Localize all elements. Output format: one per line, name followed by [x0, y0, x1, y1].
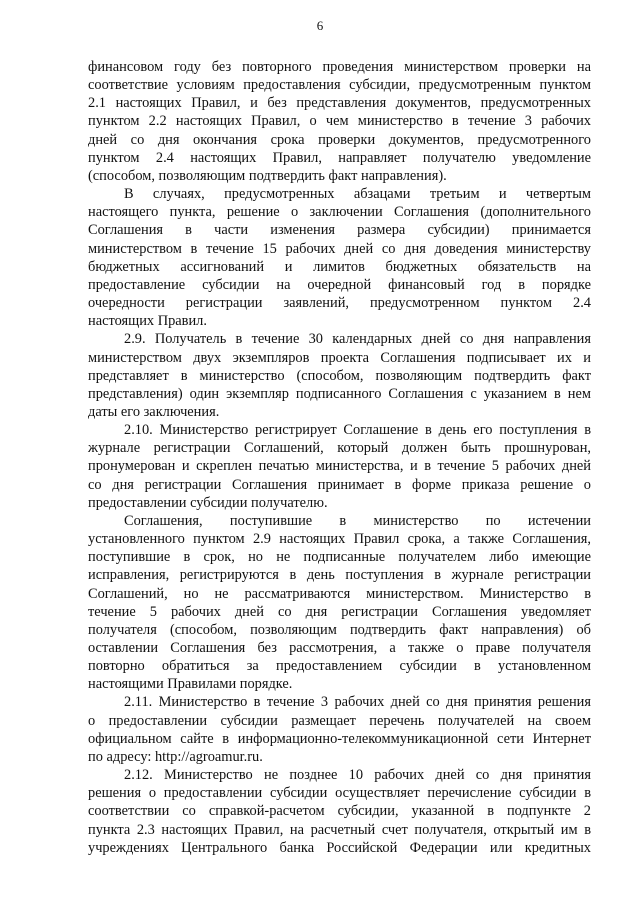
text-line: В случаях, предусмотренных абзацами третьим и четвертым	[124, 186, 591, 203]
text-line: настоящими Правилами порядке.	[88, 676, 293, 693]
page-number: 6	[316, 18, 324, 33]
text-line: получателя (способом, позволяющим подтвердить факт направления) об	[88, 621, 591, 638]
paragraph	[88, 185, 591, 330]
document-body	[88, 58, 591, 857]
text-line: пронумерован и скреплен печатью министерства, и в течение 5 рабочих дней	[88, 458, 591, 475]
text-line: 2.1 настоящих Правил, и без представления документов, предусмотренных	[88, 95, 591, 112]
text-line: даты его заключения.	[88, 403, 220, 420]
text-line: официальном сайте в информационно-телекоммуникационной сети Интернет	[88, 730, 591, 747]
text-line: по адресу: http://agroamur.ru.	[88, 748, 263, 765]
text-line: министерством двух экземпляров проекта Соглашения подписывает их и	[88, 349, 591, 366]
text-line: повторно обратиться за предоставлением субсидии в установленном	[88, 658, 591, 675]
text-line: 2.11. Министерство в течение 3 рабочих дней со дня принятия решения	[124, 694, 591, 711]
text-line: соответствии со справкой-расчетом субсидии, указанной в подпункте 2	[88, 803, 591, 820]
paragraph	[88, 421, 591, 512]
text-line: представления) один экземпляр подписанного Соглашения с указанием в нем	[88, 385, 591, 402]
text-line: настоящих Правил.	[88, 313, 207, 330]
text-line: финансовом году без повторного проведения министерством проверки на	[88, 59, 591, 75]
text-line: исправления, регистрируются в день поступления в журнале регистрации	[88, 567, 591, 584]
paragraph	[88, 512, 591, 694]
text-line: представляет в министерство (способом, позволяющим подтвердить факт	[88, 367, 591, 384]
text-line: настоящего пункта, решение о заключении Соглашения (дополнительного	[88, 204, 591, 221]
text-line: течение 5 рабочих дней со дня регистрации Соглашения уведомляет	[88, 603, 591, 620]
text-line: оставлении Соглашения без рассмотрения, а также о праве получателя	[88, 640, 591, 656]
text-line: пунктом 2.2 настоящих Правил, о чем министерство в течение 3 рабочих	[88, 113, 591, 130]
text-line: Соглашения, поступившие в министерство по истечении	[124, 512, 591, 529]
text-line: министерством в течение 15 рабочих дней со дня доведения министерству	[88, 240, 591, 257]
text-line: пунктом 2.4 настоящих Правил, направляет получателю уведомление	[88, 149, 591, 166]
text-line: пункта 2.3 настоящих Правил, на расчетный счет получателя, открытый им в	[88, 821, 591, 838]
text-line: о предоставлении субсидии размещает перечень получателей на своем	[88, 712, 591, 729]
text-line: бюджетных ассигнований и лимитов бюджетных обязательств на	[88, 258, 591, 275]
text-line: Соглашений, но не рассматриваются министерством. Министерство в	[88, 585, 591, 602]
text-line: со дня регистрации Соглашения принимает в форме приказа решение о	[88, 476, 591, 493]
text-line: очередности регистрации заявлений, предусмотренном пунктом 2.4	[88, 295, 591, 312]
text-line: установленного пунктом 2.9 настоящих Правил срока, а также Соглашения,	[88, 531, 591, 548]
text-line: 2.12. Министерство не позднее 10 рабочих дней со дня принятия	[124, 767, 591, 784]
paragraph	[88, 693, 591, 766]
text-line: 2.9. Получатель в течение 30 календарных дней со дня направления	[124, 331, 591, 348]
text-line: предоставлении субсидии получателю.	[88, 494, 328, 511]
text-line: учреждениях Центрального банка Российской Федерации или кредитных	[88, 839, 591, 856]
paragraph	[88, 766, 591, 857]
paragraph	[88, 58, 591, 185]
text-line: предоставление субсидии на очередной финансовый год в порядке	[88, 276, 591, 293]
text-line: 2.10. Министерство регистрирует Соглашение в день его поступления в	[124, 422, 591, 439]
text-line: поступившие в срок, но не подписанные получателем либо имеющие	[88, 549, 591, 566]
text-line: соответствие условиям предоставления субсидии, предусмотренным пунктом	[88, 77, 591, 94]
text-line: Соглашения в части изменения размера субсидии) принимается	[88, 222, 591, 239]
paragraph	[88, 330, 591, 421]
text-line: журнале регистрации Соглашений, который должен быть прошнурован,	[88, 440, 591, 457]
text-line: дней со дня окончания срока проверки документов, предусмотренного	[88, 131, 591, 148]
text-line: решения о предоставлении субсидии осуществляет перечисление субсидии в	[88, 785, 591, 802]
text-line: (способом, позволяющим подтвердить факт направления).	[88, 167, 447, 184]
